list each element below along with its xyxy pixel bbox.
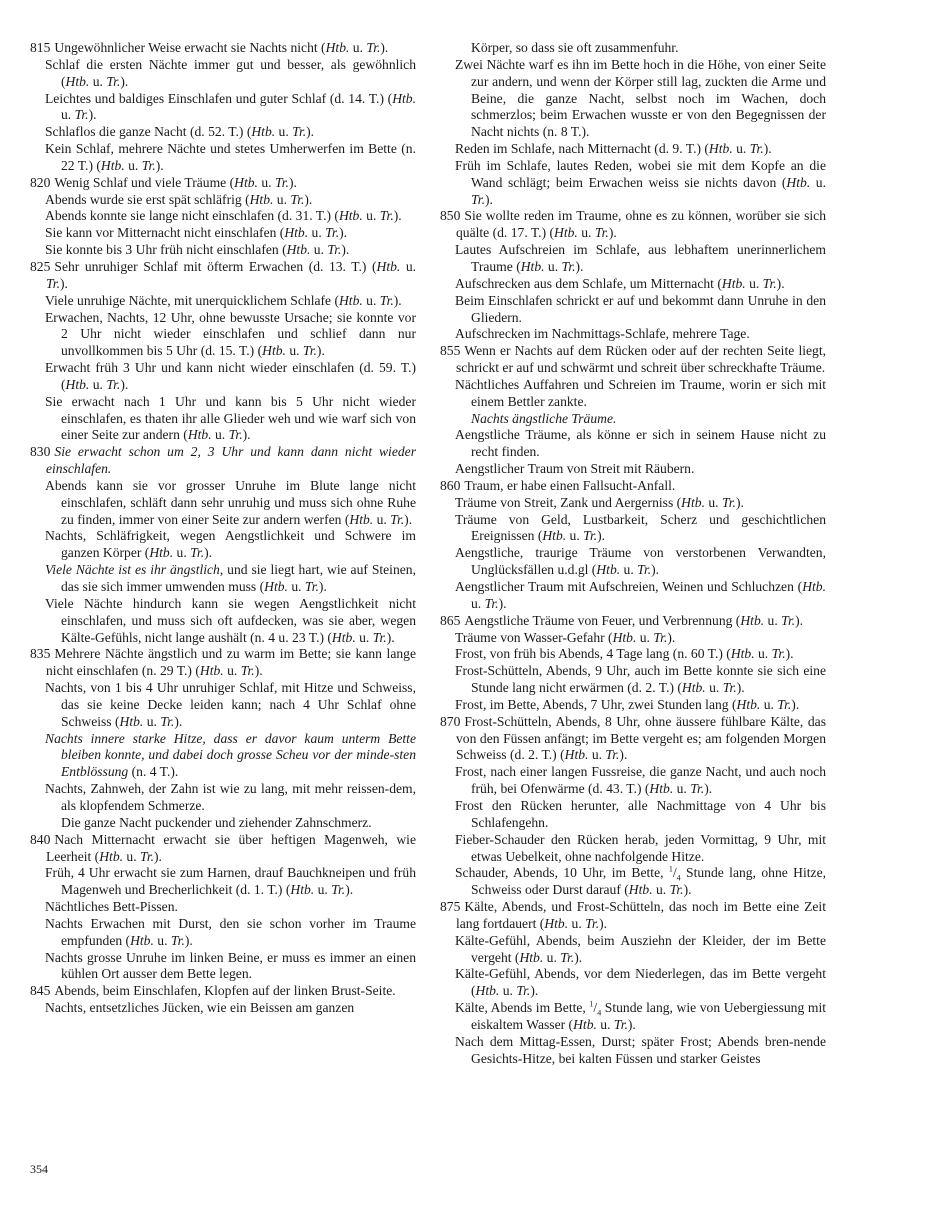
entry-text: Nachts Erwachen mit Durst, den sie schon vorher im Traume empfunden (Htb. u. Tr.). (45, 915, 416, 948)
symptom-entry (440, 377, 826, 411)
symptom-entry (440, 832, 826, 866)
entry-text: Nachts, entsetzliches Jücken, wie ein Beissen am ganzen (45, 1000, 355, 1016)
symptom-entry (440, 646, 826, 663)
entry-text: Aufschrecken im Nachmittags-Schlafe, mehrere Tage. (455, 326, 750, 342)
symptom-entry (440, 512, 826, 546)
symptom-entry (440, 326, 826, 343)
entry-number: 845 (30, 983, 51, 999)
entry-text: Frost-Schütteln, Abends, 9 Uhr, auch im Bette konnte sie sich eine Stunde lang nicht erwärmen (d. 2. T.) (Htb. u. Tr.). (455, 663, 826, 696)
entry-text: Erwacht früh 3 Uhr und kann nicht wieder einschlafen (d. 59. T.) (Htb. u. Tr.). (45, 360, 416, 392)
entry-number: 830 (30, 444, 51, 460)
entry-text: Ungewöhnlicher Weise erwacht sie Nachts nicht (Htb. u. Tr.). (54, 40, 389, 55)
entry-text: Aengstliche Träume, als könne er sich in seinem Hause nicht zu recht finden. (455, 427, 826, 460)
symptom-entry (30, 832, 416, 866)
entry-number: 855 (440, 343, 461, 359)
symptom-entry (30, 293, 416, 310)
symptom-entry (30, 528, 416, 562)
entry-text: Abends kann sie vor grosser Unruhe im Blute lange nicht einschlafen, schläft dann sehr unruhig und muss sich ohne Ruhe zu finden, immer von einer Seite zur andern werfen (Htb. u. Tr.). (45, 477, 416, 527)
entry-text: Reden im Schlafe, nach Mitternacht (d. 9. T.) (Htb. u. Tr.). (455, 141, 772, 157)
symptom-entry (440, 764, 826, 798)
entry-text: Kälte-Gefühl, Abends, beim Ausziehn der Kleider, der im Bette vergeht (Htb. u. Tr.). (455, 932, 826, 965)
entry-text: Viele Nächte ist es ihr ängstlich, und sie liegt hart, wie auf Steinen, das sie sich immer umwenden muss (Htb. u. Tr.). (45, 562, 416, 594)
entry-number: 820 (30, 174, 51, 190)
symptom-entry (30, 242, 416, 259)
symptom-entry (30, 208, 416, 225)
symptom-entry (440, 461, 826, 478)
symptom-entry (440, 57, 826, 141)
entry-number: 825 (30, 258, 51, 274)
symptom-entry (30, 983, 416, 1000)
entry-text: Abends konnte sie lange nicht einschlafen (d. 31. T.) (Htb. u. Tr.). (45, 208, 402, 224)
entry-text: Fieber-Schauder den Rücken herab, jeden Vormittag, 9 Uhr, mit etwas Uebelkeit, ohne nachfolgende Hitze. (455, 831, 826, 864)
entry-text: Sie konnte bis 3 Uhr früh nicht einschlafen (Htb. u. Tr.). (45, 242, 350, 258)
symptom-entry (440, 40, 826, 57)
entry-text: Körper, so dass sie oft zusammenfuhr. (471, 40, 679, 55)
entry-text: Träume von Streit, Zank und Aergerniss (Htb. u. Tr.). (455, 494, 744, 510)
symptom-entry (440, 343, 826, 377)
symptom-entry (440, 899, 826, 933)
symptom-entry (440, 208, 826, 242)
symptom-entry (30, 225, 416, 242)
entry-text: Nach dem Mittag-Essen, Durst; später Frost; Abends bren-nende Gesichts-Hitze, bei kalten Füssen und starker Geistes (455, 1033, 826, 1066)
entry-number: 850 (440, 208, 461, 224)
symptom-entry (440, 545, 826, 579)
symptom-entry (440, 141, 826, 158)
symptom-entry (440, 242, 826, 276)
entry-text: Nachts, Zahnweh, der Zahn ist wie zu lang, mit mehr reissen-dem, als klopfendem Schmerze. (45, 781, 416, 813)
symptom-entry (30, 781, 416, 815)
entry-text: Nachts, von 1 bis 4 Uhr unruhiger Schlaf, mit Hitze und Schweiss, das sie keine Decke leiden kann; nach 4 Uhr Schlaf ohne Schweiss (Htb. u. Tr.). (45, 680, 416, 729)
symptom-entry (30, 646, 416, 680)
symptom-entry (440, 933, 826, 967)
entry-text: Kein Schlaf, mehrere Nächte und stetes Umherwerfen im Bette (n. 22 T.) (Htb. u. Tr.). (45, 141, 416, 173)
page-number: 354 (30, 1162, 48, 1176)
right-column (440, 40, 826, 1067)
entry-number: 865 (440, 612, 461, 628)
entry-text: Frost, nach einer langen Fussreise, die ganze Nacht, und auch noch früh, bei Ofenwärme (d. 43. T.) (Htb. u. Tr.). (455, 764, 826, 797)
symptom-entry (440, 427, 826, 461)
symptom-entry (30, 680, 416, 731)
entry-text: Nach Mitternacht erwacht sie über heftigen Magenweh, wie Leerheit (Htb. u. Tr.). (46, 831, 416, 864)
entry-text: Wenig Schlaf und viele Träume (Htb. u. Tr.). (54, 174, 297, 190)
symptom-entry (30, 444, 416, 478)
symptom-entry (30, 899, 416, 916)
symptom-entry (30, 91, 416, 125)
symptom-entry (440, 158, 826, 209)
entry-text: Frost den Rücken herunter, alle Nachmittage von 4 Uhr bis Schlafengehn. (455, 797, 826, 830)
entry-text: Viele unruhige Nächte, mit unerquicklichem Schlafe (Htb. u. Tr.). (45, 292, 402, 308)
entry-text: Aufschrecken aus dem Schlafe, um Mitternacht (Htb. u. Tr.). (455, 275, 785, 291)
symptom-entry (440, 630, 826, 647)
symptom-entry (440, 966, 826, 1000)
entry-text: Erwachen, Nachts, 12 Uhr, ohne bewusste Ursache; sie konnte vor 2 Uhr nicht wieder einschlafen und schlief dann nur unvollkommen bis 5 Uhr (d. 15. T.) (Htb. u. Tr.). (45, 309, 416, 359)
entry-text: Sie wollte reden im Traume, ohne es zu können, worüber sie sich quälte (d. 17. T.) (Htb. u. Tr.). (456, 208, 826, 241)
entry-number: 840 (30, 831, 51, 847)
symptom-entry (30, 596, 416, 647)
symptom-entry (440, 276, 826, 293)
symptom-entry (30, 360, 416, 394)
entry-text: Nachts ängstliche Träume. (471, 410, 617, 426)
entry-text: Mehrere Nächte ängstlich und zu warm im Bette; sie kann lange nicht einschlafen (n. 29 T.) (Htb. u. Tr.). (46, 646, 416, 679)
symptom-entry (30, 478, 416, 529)
symptom-entry (30, 175, 416, 192)
symptom-entry (30, 865, 416, 899)
entry-text: Beim Einschlafen schrickt er auf und bekommt dann Unruhe in den Gliedern. (455, 292, 826, 325)
entry-text: Die ganze Nacht puckender und ziehender Zahnschmerz. (61, 814, 372, 830)
symptom-entry (30, 731, 416, 782)
entry-text: Früh im Schlafe, lautes Reden, wobei sie mit dem Kopfe an die Wand schlägt; beim Erwachen weiss sie nichts davon (Htb. u. Tr.). (455, 157, 827, 207)
symptom-entry (30, 916, 416, 950)
entry-text: Frost, von früh bis Abends, 4 Tage lang (n. 60 T.) (Htb. u. Tr.). (455, 646, 794, 662)
left-column (30, 40, 416, 1017)
entry-text: Aengstliche, traurige Träume von verstorbenen Verwandten, Unglücksfällen u.d.gl (Htb. u. Tr.). (455, 545, 826, 578)
entry-text: Leichtes und baldiges Einschlafen und guter Schlaf (d. 14. T.) (Htb. u. Tr.). (45, 90, 416, 123)
symptom-entry (440, 1000, 826, 1034)
entry-text: Nächtliches Auffahren und Schreien im Traume, worin er sich mit einem Bettler zankte. (455, 376, 826, 409)
entry-text: Sie kann vor Mitternacht nicht einschlafen (Htb. u. Tr.). (45, 225, 348, 241)
symptom-entry (440, 579, 826, 613)
entry-text: Lautes Aufschreien im Schlafe, aus lebhaftem unerinnerlichem Traume (Htb. u. Tr.). (455, 242, 826, 274)
entry-text: Schauder, Abends, 10 Uhr, im Bette, $^1/_4$ Stunde lang, ohne Hitze, Schweiss oder Durst darauf (Htb. u. Tr.). (455, 864, 826, 898)
symptom-entry (30, 1000, 416, 1017)
symptom-entry (440, 613, 826, 630)
entry-text: Frost, im Bette, Abends, 7 Uhr, zwei Stunden lang (Htb. u. Tr.). (455, 696, 800, 712)
symptom-entry (440, 1034, 826, 1068)
symptom-entry (440, 411, 826, 428)
entry-text: Traum, er habe einen Fallsucht-Anfall. (464, 477, 676, 493)
entry-number: 815 (30, 40, 51, 55)
symptom-entry (30, 562, 416, 596)
symptom-entry (30, 57, 416, 91)
symptom-entry (30, 259, 416, 293)
entry-number: 870 (440, 713, 461, 729)
symptom-entry (30, 141, 416, 175)
entry-text: Träume von Wasser-Gefahr (Htb. u. Tr.). (455, 629, 676, 645)
entry-text: Abends wurde sie erst spät schläfrig (Htb. u. Tr.). (45, 191, 313, 207)
symptom-entry (440, 697, 826, 714)
symptom-entry (440, 293, 826, 327)
entry-text: Frost-Schütteln, Abends, 8 Uhr, ohne äussere fühlbare Kälte, das von den Füssen anfängt; im Bette vergeht es; am folgenden Morgen Schweiss (d. 2. T.) (Htb. u. Tr.). (456, 713, 826, 763)
entry-number: 835 (30, 646, 51, 662)
entry-text: Früh, 4 Uhr erwacht sie zum Harnen, drauf Bauchkneipen und früh Magenweh und Brecherlichkeit (d. 1. T.) (Htb. u. Tr.). (45, 865, 416, 898)
entry-text: Kälte-Gefühl, Abends, vor dem Niederlegen, das im Bette vergeht (Htb. u. Tr.). (455, 966, 826, 999)
symptom-entry (30, 950, 416, 984)
entry-number: 860 (440, 477, 461, 493)
symptom-entry (440, 865, 826, 899)
symptom-entry (30, 394, 416, 445)
entry-text: Nachts innere starke Hitze, dass er davor kaum unterm Bette bleiben konnte, und dabei doch grosse Scheu vor der minde-sten Entblössung (n. 4 T.). (45, 730, 416, 780)
entry-text: Nachts grosse Unruhe im linken Beine, er muss es immer an einen kühlen Ort ausser dem Bette legen. (45, 949, 416, 982)
entry-text: Aengstliche Träume von Feuer, und Verbrennung (Htb. u. Tr.). (464, 612, 804, 628)
symptom-entry (30, 192, 416, 209)
symptom-entry (30, 310, 416, 361)
symptom-entry (440, 798, 826, 832)
entry-text: Abends, beim Einschlafen, Klopfen auf der linken Brust-Seite. (54, 983, 396, 999)
entry-text: Schlaflos die ganze Nacht (d. 52. T.) (Htb. u. Tr.). (45, 124, 315, 140)
entry-text: Zwei Nächte warf es ihn im Bette hoch in die Höhe, von einer Seite zur andern, und wenn der Körper still lag, zuckten die Arme und Beine, die ganze Nacht, selbst noch im Wachen, doch schmerzlos; beim Erwachen wusste er von den Begegnissen der Nacht nichts (n. 8 T.). (455, 56, 826, 140)
entry-text: Nachts, Schläfrigkeit, wegen Aengstlichkeit und Schwere im ganzen Körper (Htb. u. Tr.). (45, 528, 416, 561)
entry-text: Träume von Geld, Lustbarkeit, Scherz und geschichtlichen Ereignissen (Htb. u. Tr.). (455, 511, 826, 544)
symptom-entry (440, 663, 826, 697)
entry-text: Sie erwacht schon um 2, 3 Uhr und kann dann nicht wieder einschlafen. (46, 444, 416, 477)
symptom-entry (440, 714, 826, 765)
entry-text: Kälte, Abends im Bette, $^1/_4$ Stunde lang, wie von Uebergiessung mit eiskaltem Wasser (Htb. u. Tr.). (455, 999, 826, 1032)
entry-number: 875 (440, 899, 461, 915)
entry-text: Nächtliches Bett-Pissen. (45, 899, 178, 915)
symptom-entry (440, 495, 826, 512)
symptom-entry (440, 478, 826, 495)
entry-text: Viele Nächte hindurch kann sie wegen Aengstlichkeit nicht einschlafen, und muss sich oft aufdecken, was sie aber, wegen Kälte-Gefühls, nicht lange aushält (n. 4 u. 23 T.) (Htb. u. Tr.). (45, 595, 416, 645)
entry-text: Aengstlicher Traum mit Aufschreien, Weinen und Schluchzen (Htb. u. Tr.). (455, 579, 826, 611)
symptom-entry (30, 124, 416, 141)
entry-text: Aengstlicher Traum von Streit mit Räubern. (455, 461, 695, 477)
entry-text: Wenn er Nachts auf dem Rücken oder auf der rechten Seite liegt, schrickt er auf und schwärmt und schreit über schreckhafte Träume. (456, 343, 826, 376)
entry-text: Schlaf die ersten Nächte immer gut und besser, als gewöhnlich (Htb. u. Tr.). (45, 56, 416, 89)
symptom-entry (30, 40, 416, 57)
entry-text: Sie erwacht nach 1 Uhr und kann bis 5 Uhr nicht wieder einschlafen, es thaten ihr alle Glieder weh und wie warf sich von einer Seite zur andern (Htb. u. Tr.). (45, 393, 416, 443)
symptom-entry (30, 815, 416, 832)
entry-text: Sehr unruhiger Schlaf mit öfterm Erwachen (d. 13. T.) (Htb. u. Tr.). (46, 258, 417, 291)
entry-text: Kälte, Abends, und Frost-Schütteln, das noch im Bette eine Zeit lang fortdauert (Htb. u. Tr.). (456, 899, 826, 931)
